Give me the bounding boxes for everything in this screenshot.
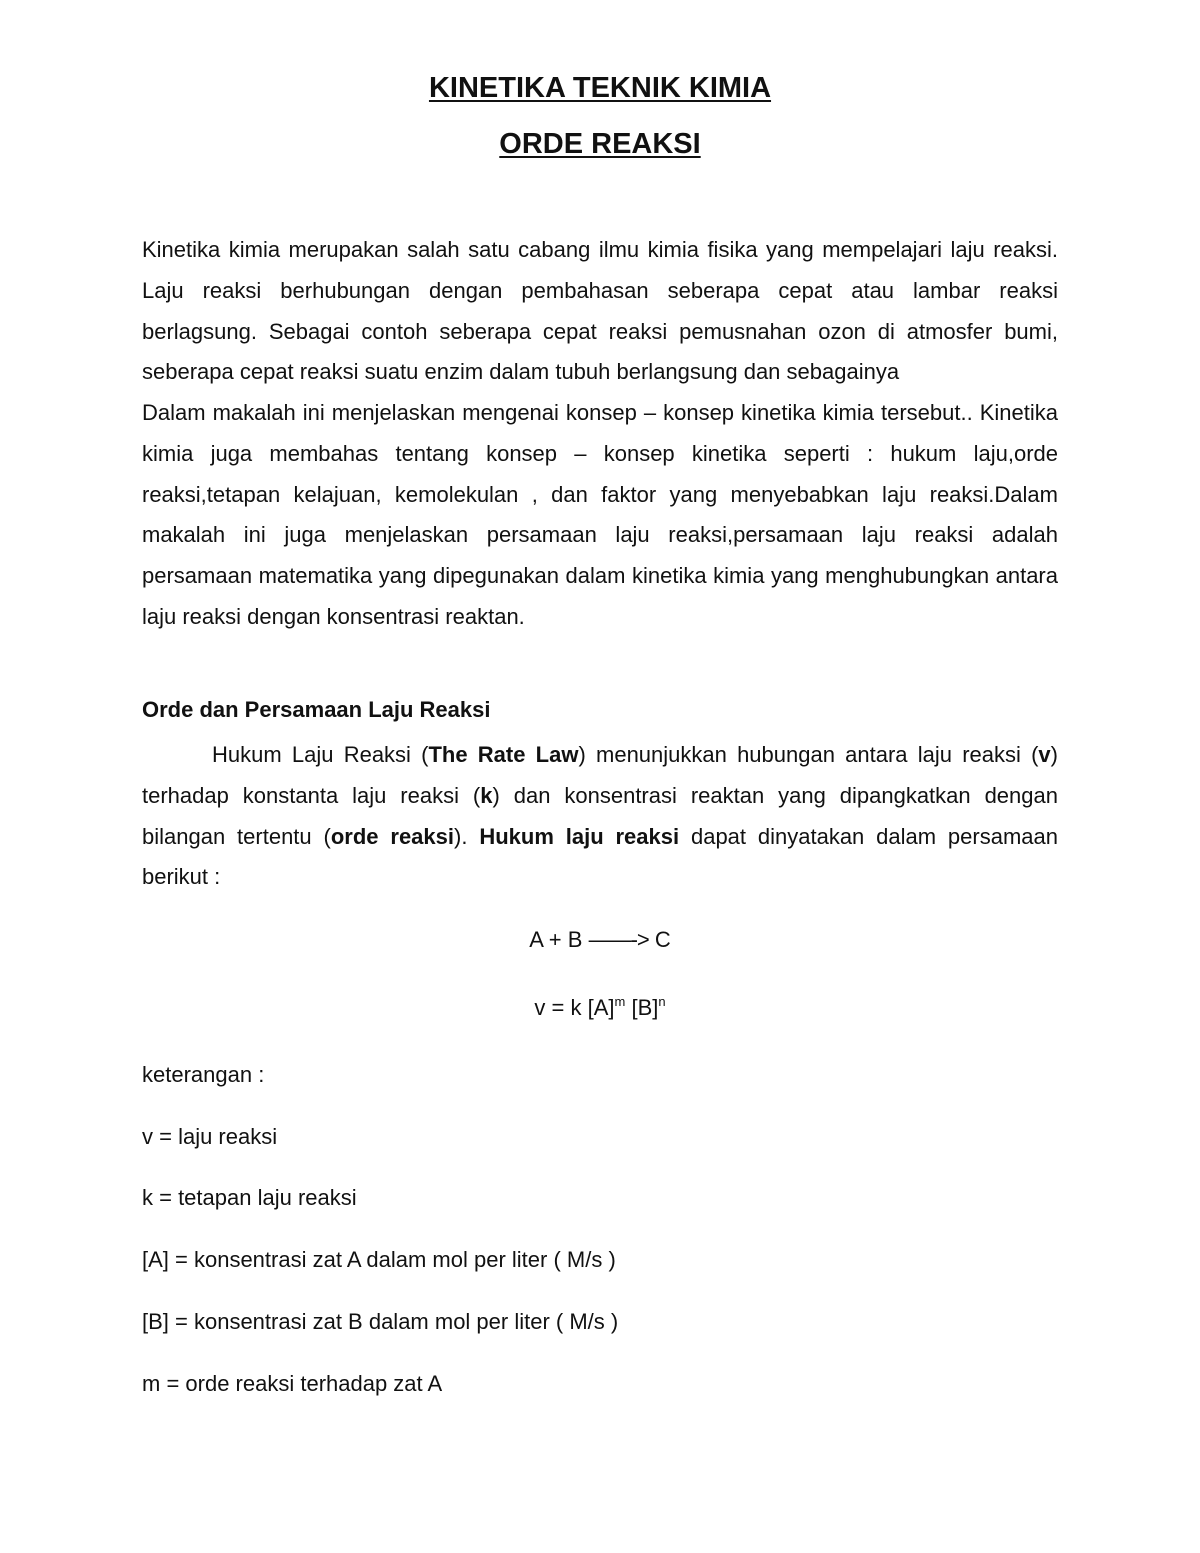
- rate-equation: [0, 993, 1200, 1023]
- exponent-m: m: [614, 994, 626, 1009]
- bold-term-v: v: [1038, 742, 1051, 767]
- bold-term-orde-reaksi: orde reaksi: [330, 823, 454, 849]
- reaction-arrow: ——->: [588, 927, 649, 952]
- text-run: Hukum Laju Reaksi (: [212, 742, 429, 767]
- legend-item-v: v = laju reaksi: [142, 1124, 278, 1149]
- legend-item-m: m = orde reaksi terhadap zat A: [142, 1371, 443, 1396]
- text-run: dapat dinyatakan dalam persamaan berikut :: [142, 823, 1058, 890]
- exponent-n: n: [658, 994, 666, 1009]
- reaction-equation: [0, 925, 1200, 955]
- legend-item-b: [B] = konsentrasi zat B dalam mol per liter ( M/s ): [142, 1309, 619, 1334]
- bold-term-hukum-laju-reaksi: Hukum laju reaksi: [479, 823, 680, 849]
- document-title: KINETIKA TEKNIK KIMIA: [428, 72, 772, 104]
- intro-paragraph-1: Kinetika kimia merupakan salah satu cabang ilmu kimia fisika yang mempelajari laju reaksi. Laju reaksi berhubungan dengan pembahasan seberapa cepat atau lambar reaksi berlagsung. Sebagai contoh seberapa cepat reaksi pemusnahan ozon di atmosfer bumi, seberapa cepat reaksi suatu enzim dalam tubuh berlangsung dan sebagainya: [142, 237, 1058, 385]
- reaction-left: A + B: [529, 927, 589, 952]
- legend-item-a: [A] = konsentrasi zat A dalam mol per liter ( M/s ): [142, 1247, 616, 1272]
- bold-term-rate-law: The Rate Law: [428, 742, 579, 767]
- legend-intro: keterangan :: [142, 1062, 265, 1087]
- rate-mid: [B]: [625, 995, 659, 1020]
- section-heading: Orde dan Persamaan Laju Reaksi: [142, 697, 491, 722]
- text-run: ).: [454, 823, 480, 849]
- reaction-right: C: [648, 927, 671, 952]
- rate-law-paragraph: [142, 735, 1058, 898]
- intro-paragraph-2: Dalam makalah ini menjelaskan mengenai konsep – konsep kinetika kimia tersebut.. Kinetika kimia juga membahas tentang konsep – konsep kinetika seperti : hukum laju,orde reaksi,tetapan kelajuan, kemolekulan , dan faktor yang menyebabkan laju reaksi.Dalam makalah ini juga menjelaskan persamaan laju reaksi,persamaan laju reaksi adalah persamaan matematika yang dipegunakan dalam kinetika kimia yang menghubungkan antara laju reaksi dengan konsentrasi reaktan.: [142, 400, 1058, 629]
- rate-main: v = k [A]: [534, 995, 615, 1020]
- document-subtitle: ORDE REAKSI: [499, 128, 701, 160]
- bold-term-k: k: [480, 782, 493, 808]
- text-run: ) dan konsentrasi reaktan yang dipangkatkan dengan bilangan tertentu (: [142, 782, 1058, 849]
- legend-item-k: k = tetapan laju reaksi: [142, 1185, 357, 1210]
- text-run: ) terhadap konstanta laju reaksi (: [142, 742, 1058, 808]
- text-run: ) menunjukkan hubungan antara laju reaksi (: [578, 742, 1039, 767]
